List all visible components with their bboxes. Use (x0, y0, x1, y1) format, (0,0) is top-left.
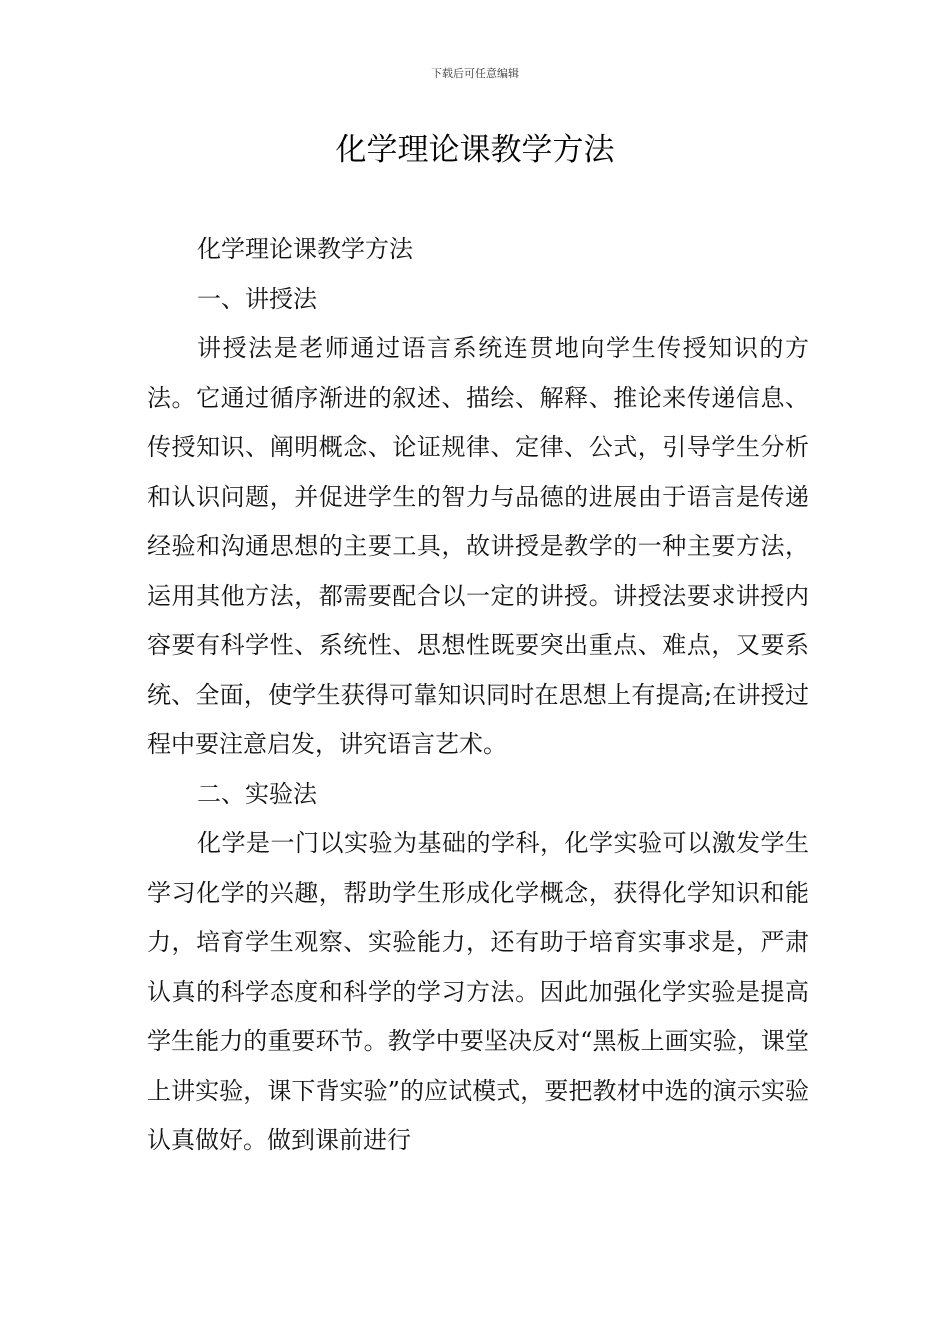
paragraph-lecture: 讲授法是老师通过语言系统连贯地向学生传授知识的方法。它通过循序渐进的叙述、描绘、解释、推论来传递信息、传授知识、阐明概念、论证规律、定律、公式，引导学生分析和认识问题，并促进学生的智力与品德的进展由于语言是传递经验和沟通思想的主要工具，故讲授是教学的一种主要方法，运用其他方法，都需要配合以一定的讲授。讲授法要求讲授内容要有科学性、系统性、思想性既要突出重点、难点，又要系统、全面，使学生获得可靠知识同时在思想上有提高;在讲授过程中要注意启发，讲究语言艺术。 (147, 334, 809, 758)
section-heading-lecture: 一、讲授法 (197, 284, 317, 313)
paragraph-subtitle: 化学理论课教学方法 (197, 235, 413, 263)
paragraph-experiment: 化学是一门以实验为基础的学科，化学实验可以激发学生学习化学的兴趣，帮助学生形成化学概念，获得化学知识和能力，培育学生观察、实验能力，还有助于培育实事求是，严肃认真的科学态度和科学的学习方法。因此加强化学实验是提高学生能力的重要环节。教学中要坚决反对“黑板上画实验，课堂上讲实验，课下背实验”的应试模式，要把教材中选的演示实验认真做好。做到课前进行 (147, 829, 809, 1154)
header-note: 下载后可任意编辑 (431, 67, 519, 80)
document-body (147, 225, 809, 1166)
section-heading-experiment: 二、实验法 (197, 779, 317, 808)
document-title: 化学理论课教学方法 (335, 132, 615, 168)
